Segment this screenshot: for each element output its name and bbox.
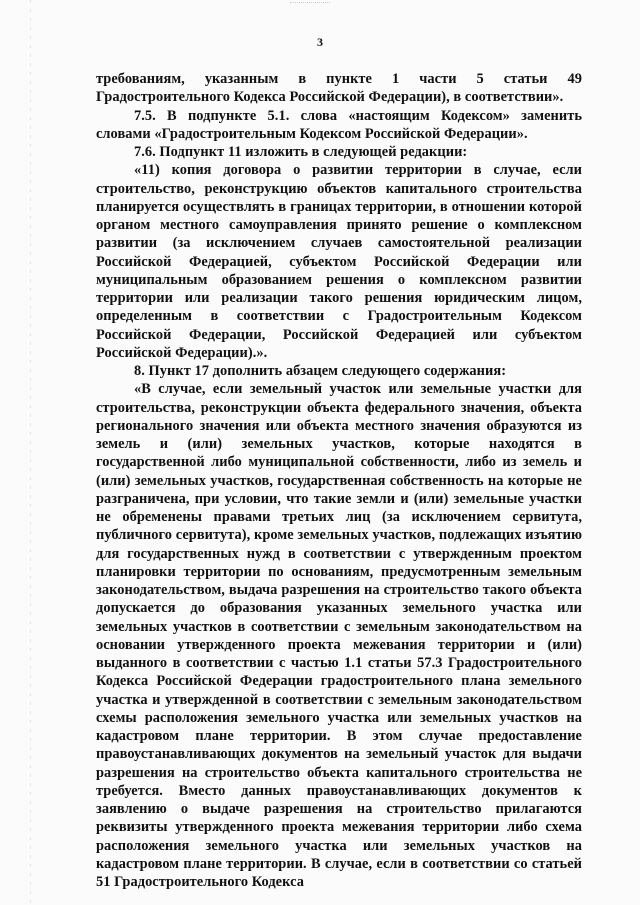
paragraph-new-text: «В случае, если земельный участок или земельные участки для строительства, реконструкции объекта федерального значения, объекта регионального значения или объекта местного значения образуются из земель и (или) земельных участков, которые находятся в государственной либо муниципальной собственности, либо из земель и (или) земельных участков, государственная собственность на которые не разграничена, при условии, что такие земли и (или) земельные участки не обременены правами третьих лиц (за исключением сервитута, публичного сервитута), кроме земельных участков, подлежащих изъятию для государственных нужд в соответствии с утвержденным проектом планировки территории по основаниям, предусмотренным земельным законодательством, выдача разрешения на строительство такого объекта допускается до образования указанных земельного участка или земельных участков в соответствии с земельным законодательством на основании утвержденного проекта межевания территории и (или) выданного в соответствии с частью 1.1 статьи 57.3 Градостроительного Кодекса Российской Федерации градостроительного плана земельного участка и утвержденной в соответствии с земельным законодательством схемы расположения земельного участка или земельных участков на кадастровом плане территории. В этом случае предоставление правоустанавливающих документов на земельный участок для выдачи разрешения на строительство объекта капитального строительства не требуется. Вместо данных правоустанавливающих документов к заявлению о выдаче разрешения на строительство прилагаются реквизиты утвержденного проекта межевания территории либо схема расположения земельного участка или земельных участков на кадастровом плане территории. В случае, если в соответствии со статьей 51 Градостроительного Кодекса: [96, 381, 582, 890]
paragraph-subclause-11: «11) копия договора о развитии территории в случае, если строительство, реконструкцию объектов капитального строительства планируется осуществлять в границах территории, в отношении которой органом местного самоуправления принято решение о комплексном развитии (за исключением случаев самостоятельной реализации Российской Федерацией, субъектом Российской Федерации или муниципальным образованием решения о комплексном развитии территории или реализации такого решения юридическим лицом, определенным в соответствии с Градостроительным Кодексом Российской Федерации, Российской Федерацией или субъектом Российской Федерации).».: [96, 162, 582, 361]
page-number: 3: [317, 35, 323, 49]
paragraph-continuation: требованиям, указанным в пункте 1 части 5 статьи 49 Градостроительного Кодекса Российской Федерации), в соответствии».: [96, 71, 582, 106]
paragraph-8: 8. Пункт 17 дополнить абзацем следующего содержания:: [134, 363, 507, 379]
scan-artifact: [290, 2, 330, 9]
paragraph-7-6: 7.6. Подпункт 11 изложить в следующей редакции:: [134, 144, 468, 160]
document-body: [96, 70, 582, 891]
scan-edge-artifact: [30, 0, 31, 905]
paragraph-7-5: 7.5. В подпункте 5.1. слова «настоящим Кодексом» заменить словами «Градостроительным Кодексом Российской Федерации».: [96, 107, 582, 142]
